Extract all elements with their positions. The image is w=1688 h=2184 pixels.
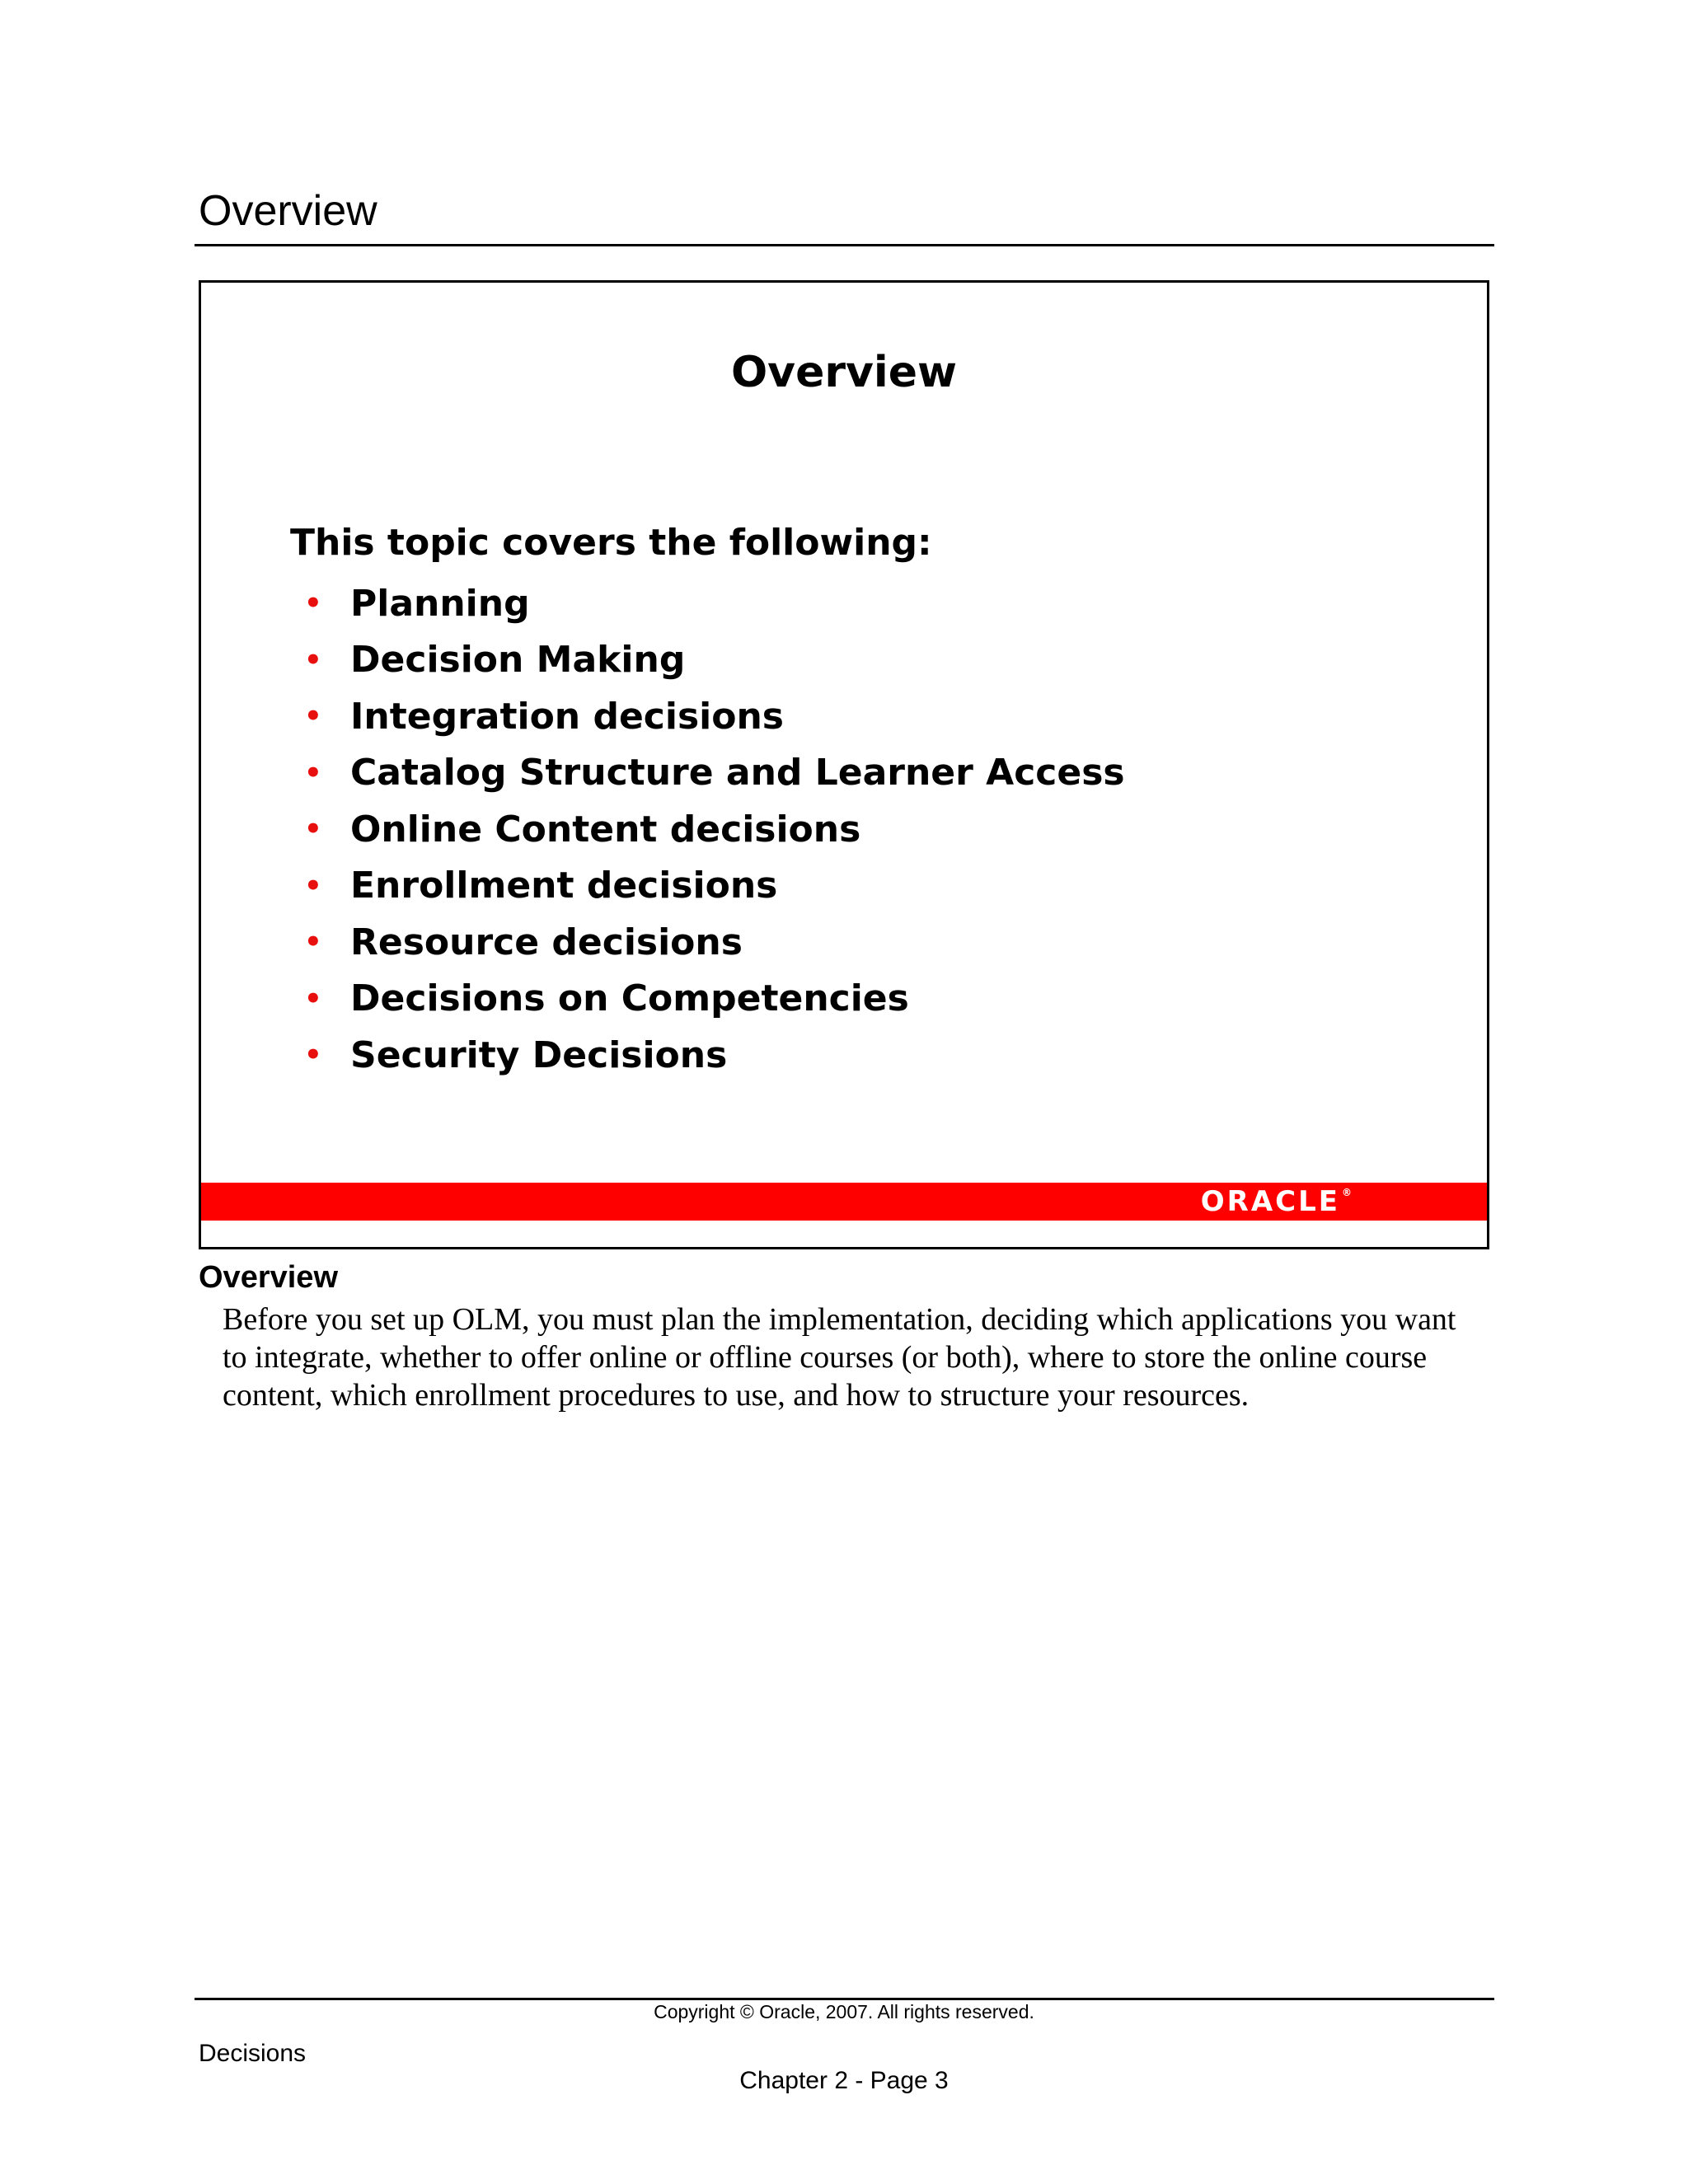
- notes-heading: Overview: [199, 1260, 338, 1295]
- footer-divider: [195, 1998, 1494, 2000]
- bullet-icon: •: [304, 869, 322, 902]
- bullet-icon: •: [304, 643, 322, 677]
- list-item-label: Integration decisions: [350, 695, 784, 738]
- bullet-icon: •: [304, 587, 322, 621]
- list-item: [304, 632, 1125, 689]
- list-item-label: Decision Making: [350, 639, 686, 682]
- footer-section-name: Decisions: [199, 2040, 307, 2067]
- list-item-label: Online Content decisions: [350, 808, 861, 851]
- bullet-icon: •: [304, 926, 322, 959]
- notes-body: Before you set up OLM, you must plan the implementation, deciding which applications you want to integrate, whether to offer online or offline courses (or both), where to store the online course content, which enrollment procedures to use, and how to structure your resources.: [223, 1302, 1456, 1413]
- list-item: [304, 688, 1125, 745]
- slide-intro: This topic covers the following:: [290, 522, 932, 564]
- list-item: [304, 971, 1125, 1028]
- list-item: [304, 745, 1125, 802]
- list-item-label: Enrollment decisions: [350, 865, 778, 907]
- copyright-text: Copyright © Oracle, 2007. All rights reserved.: [654, 2001, 1034, 2022]
- list-item-label: Catalog Structure and Learner Access: [350, 752, 1125, 794]
- oracle-logo: ORACLE ®: [1200, 1185, 1352, 1218]
- list-item: [304, 1027, 1125, 1084]
- list-item: [304, 914, 1125, 971]
- list-item-label: Resource decisions: [350, 921, 743, 963]
- page-title: Overview: [199, 187, 377, 235]
- page-number: Chapter 2 - Page 3: [739, 2067, 949, 2094]
- list-item: [304, 575, 1125, 632]
- bullet-icon: •: [304, 982, 322, 1015]
- bullet-icon: •: [304, 1038, 322, 1072]
- oracle-footer-bar: [201, 1183, 1487, 1221]
- bullet-icon: •: [304, 756, 322, 790]
- list-item: [304, 858, 1125, 915]
- header-divider: [195, 244, 1494, 246]
- topic-list: [304, 575, 1125, 1084]
- list-item-label: Planning: [350, 582, 530, 625]
- slide-frame: [199, 280, 1489, 1249]
- bullet-icon: •: [304, 813, 322, 846]
- list-item-label: Security Decisions: [350, 1033, 728, 1076]
- list-item: [304, 801, 1125, 858]
- slide-title: Overview: [730, 348, 958, 397]
- list-item-label: Decisions on Competencies: [350, 977, 909, 1020]
- bullet-icon: •: [304, 700, 322, 733]
